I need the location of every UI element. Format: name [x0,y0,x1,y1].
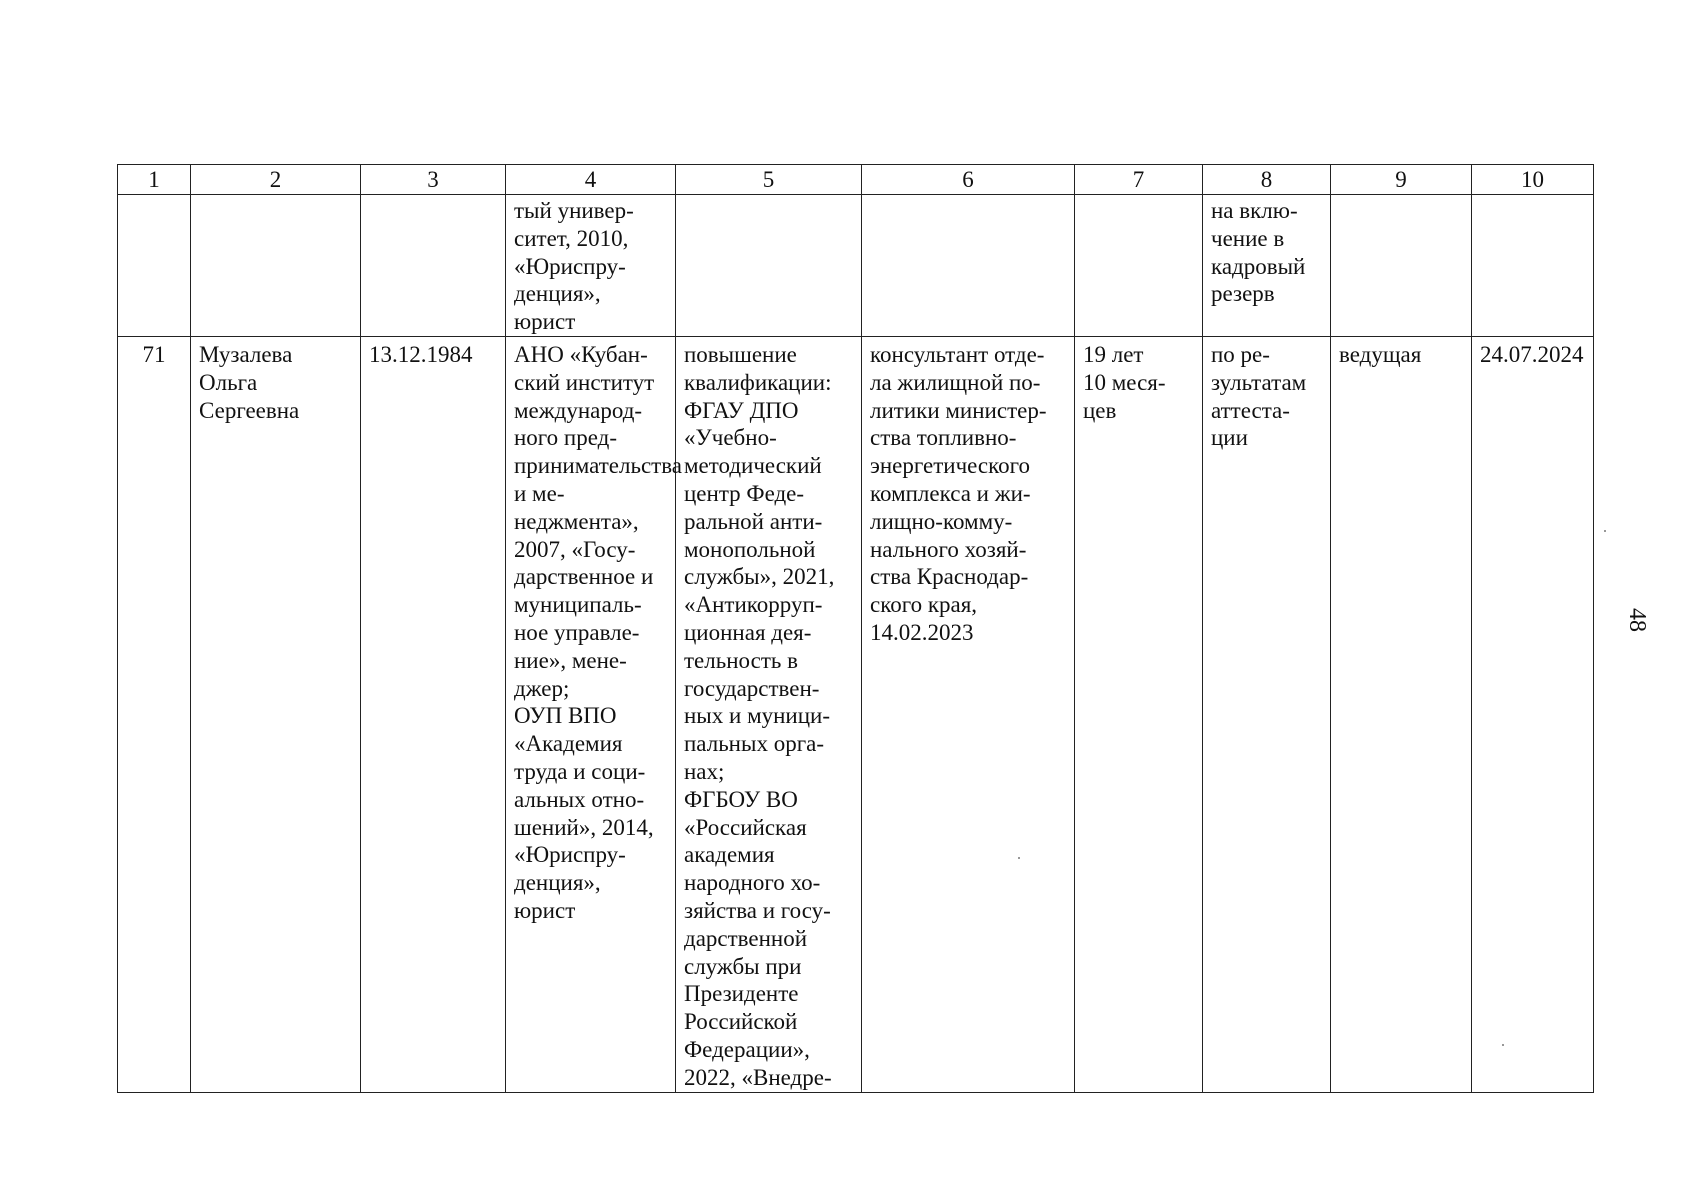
inclusion-date-cell: 24.07.2024 [1472,337,1594,1093]
position-group-cell: ведущая [1331,337,1472,1093]
scan-speck [1018,857,1020,859]
table-cell [1472,195,1594,337]
qualification-cell: повышение квалификации: ФГАУ ДПО «Учебно- методический центр Феде- ральной анти- монопольной службы», 2021, «Антикорруп- ционная дея- тельность в государствен- ных и муници- пальных орга- нах; ФГБОУ ВО «Российская академия народного хо- зяйства и госу- дарственной службы при Президенте Российской Федерации», 2022, «Внедре- [676,337,862,1093]
table-row [118,337,1594,1093]
table-cell [118,195,191,337]
column-number: 9 [1331,165,1472,195]
column-number: 10 [1472,165,1594,195]
birth-date-cell: 13.12.1984 [361,337,506,1093]
table-cell [1075,195,1203,337]
column-number: 8 [1203,165,1331,195]
table-cell [676,195,862,337]
scan-speck [1502,1044,1504,1046]
reason-cell: на вклю- чение в кадровый резерв [1203,195,1331,337]
column-number: 4 [506,165,676,195]
row-number-cell: 71 [118,337,191,1093]
table-cell [1331,195,1472,337]
table-cell [191,195,361,337]
column-number: 5 [676,165,862,195]
education-cell: тый универ- ситет, 2010, «Юриспру- денция», юрист [506,195,676,337]
column-number: 6 [862,165,1075,195]
table-cell [361,195,506,337]
column-number: 1 [118,165,191,195]
staff-table [117,164,1594,1093]
scan-speck [1604,530,1606,532]
page-number: 48 [1624,608,1650,632]
reason-cell: по ре- зультатам аттеста- ции [1203,337,1331,1093]
column-number: 7 [1075,165,1203,195]
column-number-row [118,165,1594,195]
position-cell: консультант отде- ла жилищной по- литики министер- ства топливно- энергетического комплекса и жи- лищно-комму- нального хозяй- ства Краснодар- ского края, 14.02.2023 [862,337,1075,1093]
column-number: 2 [191,165,361,195]
continuation-row [118,195,1594,337]
full-name-cell: Музалева Ольга Сергеевна [191,337,361,1093]
column-number: 3 [361,165,506,195]
table-cell [862,195,1075,337]
experience-cell: 19 лет 10 меся- цев [1075,337,1203,1093]
education-cell: АНО «Кубан- ский институт международ- ного пред- принимательства и ме- неджмента», 2007, «Госу- дарственное и муниципаль- ное управле- ние», мене- джер; ОУП ВПО «Академия труда и соци- альных отно- шений», 2014, «Юриспру- денция», юрист [506,337,676,1093]
